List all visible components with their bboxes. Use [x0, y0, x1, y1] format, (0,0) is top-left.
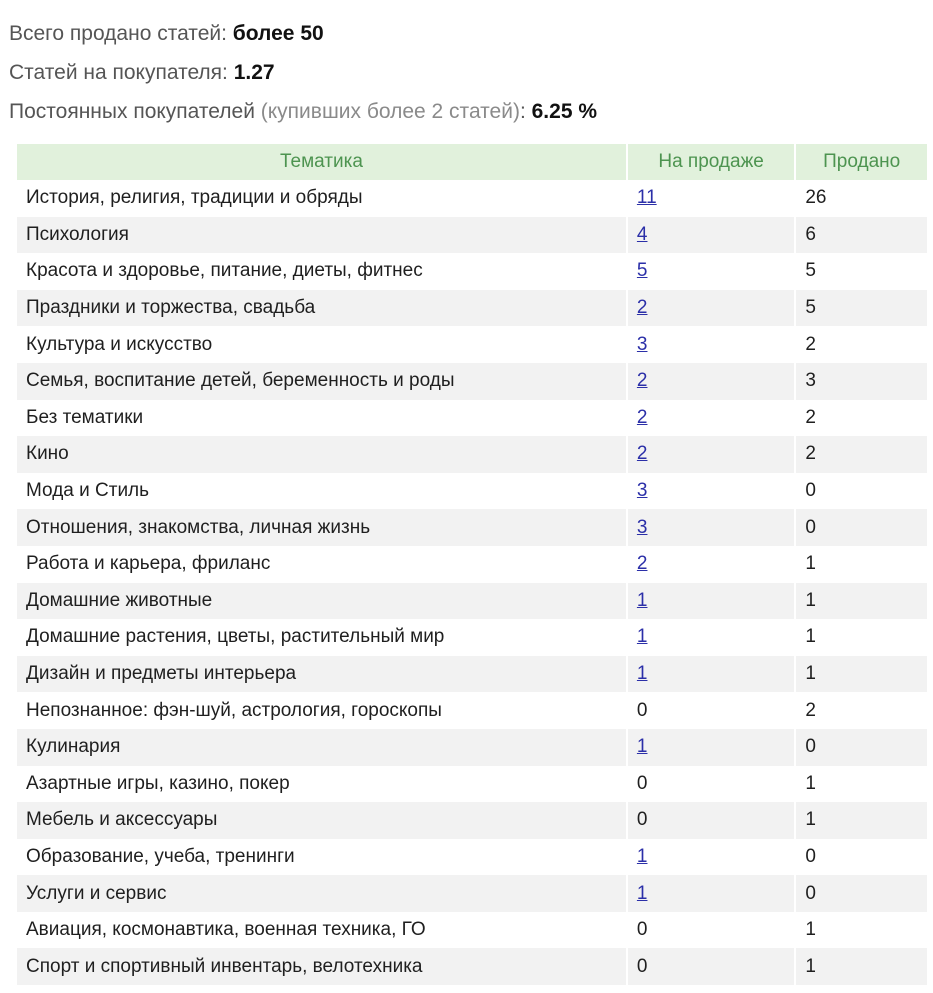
sold-cell: 1: [796, 619, 927, 656]
on-sale-cell: 0: [628, 802, 794, 839]
topic-cell: Азартные игры, казино, покер: [17, 766, 626, 803]
on-sale-cell: 0: [628, 766, 794, 803]
table-row: [17, 473, 927, 510]
on-sale-link[interactable]: 2: [636, 370, 648, 392]
table-row: [17, 400, 927, 437]
on-sale-link[interactable]: 4: [636, 223, 648, 245]
table-row: [17, 363, 927, 400]
sold-cell: 0: [796, 473, 927, 510]
on-sale-link[interactable]: 2: [636, 443, 648, 465]
on-sale-cell: 0: [628, 948, 794, 985]
on-sale-link[interactable]: 1: [636, 845, 648, 867]
on-sale-cell: [628, 290, 794, 327]
on-sale-cell: 0: [628, 692, 794, 729]
sold-cell: 6: [796, 217, 927, 254]
topics-table-body: [17, 180, 927, 985]
header-sold: Продано: [796, 144, 927, 180]
topic-cell: Кино: [17, 436, 626, 473]
table-row: [17, 875, 927, 912]
on-sale-link[interactable]: 2: [636, 406, 648, 428]
topic-cell: Непознанное: фэн-шуй, астрология, гороскопы: [17, 692, 626, 729]
on-sale-cell: [628, 436, 794, 473]
sold-cell: 1: [796, 656, 927, 693]
topic-cell: Праздники и торжества, свадьба: [17, 290, 626, 327]
on-sale-cell: [628, 326, 794, 363]
topic-cell: Мебель и аксессуары: [17, 802, 626, 839]
on-sale-cell: [628, 583, 794, 620]
sold-cell: 0: [796, 839, 927, 876]
on-sale-cell: [628, 217, 794, 254]
topic-cell: Отношения, знакомства, личная жизнь: [17, 509, 626, 546]
table-row: [17, 326, 927, 363]
on-sale-cell: [628, 400, 794, 437]
header-topic: Тематика: [17, 144, 626, 180]
table-row: [17, 656, 927, 693]
on-sale-cell: [628, 546, 794, 583]
on-sale-link[interactable]: 1: [636, 663, 648, 685]
sold-cell: 2: [796, 326, 927, 363]
on-sale-link[interactable]: 1: [636, 626, 648, 648]
sold-cell: 1: [796, 912, 927, 949]
sold-cell: 0: [796, 729, 927, 766]
sold-cell: 5: [796, 290, 927, 327]
table-header-row: [17, 144, 927, 180]
on-sale-cell: 0: [628, 912, 794, 949]
sold-cell: 3: [796, 363, 927, 400]
table-row: [17, 802, 927, 839]
topic-cell: Дизайн и предметы интерьера: [17, 656, 626, 693]
regular-buyers-label: Постоянных покупателей: [9, 100, 261, 123]
on-sale-link[interactable]: 1: [636, 882, 648, 904]
regular-buyers-colon: :: [519, 100, 532, 123]
topic-cell: Домашние животные: [17, 583, 626, 620]
topic-cell: Семья, воспитание детей, беременность и роды: [17, 363, 626, 400]
sold-cell: 0: [796, 875, 927, 912]
topic-cell: Работа и карьера, фриланс: [17, 546, 626, 583]
on-sale-cell: [628, 473, 794, 510]
table-row: [17, 692, 927, 729]
total-sold-stat: [9, 14, 933, 53]
per-buyer-stat: [9, 53, 933, 92]
table-row: [17, 253, 927, 290]
on-sale-cell: [628, 839, 794, 876]
on-sale-cell: [628, 253, 794, 290]
header-on-sale: На продаже: [628, 144, 794, 180]
on-sale-cell: [628, 875, 794, 912]
sold-cell: 5: [796, 253, 927, 290]
topic-cell: Домашние растения, цветы, растительный мир: [17, 619, 626, 656]
sold-cell: 2: [796, 692, 927, 729]
topics-table: [15, 144, 929, 985]
on-sale-cell: [628, 619, 794, 656]
table-row: [17, 509, 927, 546]
table-row: [17, 180, 927, 217]
topic-cell: Авиация, космонавтика, военная техника, ГО: [17, 912, 626, 949]
topic-cell: Красота и здоровье, питание, диеты, фитнес: [17, 253, 626, 290]
on-sale-link[interactable]: 1: [636, 736, 648, 758]
table-row: [17, 583, 927, 620]
per-buyer-value: 1.27: [233, 61, 275, 84]
on-sale-link[interactable]: 3: [636, 516, 648, 538]
per-buyer-label: Статей на покупателя:: [9, 61, 234, 84]
sold-cell: 1: [796, 583, 927, 620]
table-row: [17, 619, 927, 656]
sold-cell: 1: [796, 546, 927, 583]
table-row: [17, 948, 927, 985]
regular-buyers-stat: [9, 92, 933, 131]
total-sold-value: более 50: [232, 22, 324, 45]
table-row: [17, 546, 927, 583]
topic-cell: Спорт и спортивный инвентарь, велотехника: [17, 948, 626, 985]
sold-cell: 1: [796, 802, 927, 839]
topic-cell: Культура и искусство: [17, 326, 626, 363]
table-row: [17, 839, 927, 876]
on-sale-link[interactable]: 3: [636, 333, 648, 355]
topic-cell: Услуги и сервис: [17, 875, 626, 912]
on-sale-cell: [628, 180, 794, 217]
on-sale-link[interactable]: 5: [636, 260, 648, 282]
on-sale-link[interactable]: 2: [636, 553, 648, 575]
topic-cell: Психология: [17, 217, 626, 254]
table-row: [17, 217, 927, 254]
sold-cell: 26: [796, 180, 927, 217]
table-row: [17, 912, 927, 949]
sold-cell: 2: [796, 400, 927, 437]
table-row: [17, 436, 927, 473]
topic-cell: Мода и Стиль: [17, 473, 626, 510]
topic-cell: Без тематики: [17, 400, 626, 437]
table-row: [17, 290, 927, 327]
regular-buyers-value: 6.25 %: [531, 100, 598, 123]
sold-cell: 1: [796, 948, 927, 985]
table-row: [17, 729, 927, 766]
sold-cell: 0: [796, 509, 927, 546]
stats-summary: [0, 0, 933, 131]
topic-cell: История, религия, традиции и обряды: [17, 180, 626, 217]
regular-buyers-note: (купивших более 2 статей): [260, 100, 520, 123]
sold-cell: 1: [796, 766, 927, 803]
on-sale-cell: [628, 363, 794, 400]
on-sale-cell: [628, 656, 794, 693]
on-sale-link[interactable]: 11: [636, 187, 657, 209]
sold-cell: 2: [796, 436, 927, 473]
on-sale-link[interactable]: 1: [636, 589, 648, 611]
on-sale-cell: [628, 509, 794, 546]
topic-cell: Образование, учеба, тренинги: [17, 839, 626, 876]
on-sale-link[interactable]: 2: [636, 297, 648, 319]
topic-cell: Кулинария: [17, 729, 626, 766]
total-sold-label: Всего продано статей:: [9, 22, 233, 45]
on-sale-cell: [628, 729, 794, 766]
table-row: [17, 766, 927, 803]
on-sale-link[interactable]: 3: [636, 480, 648, 502]
